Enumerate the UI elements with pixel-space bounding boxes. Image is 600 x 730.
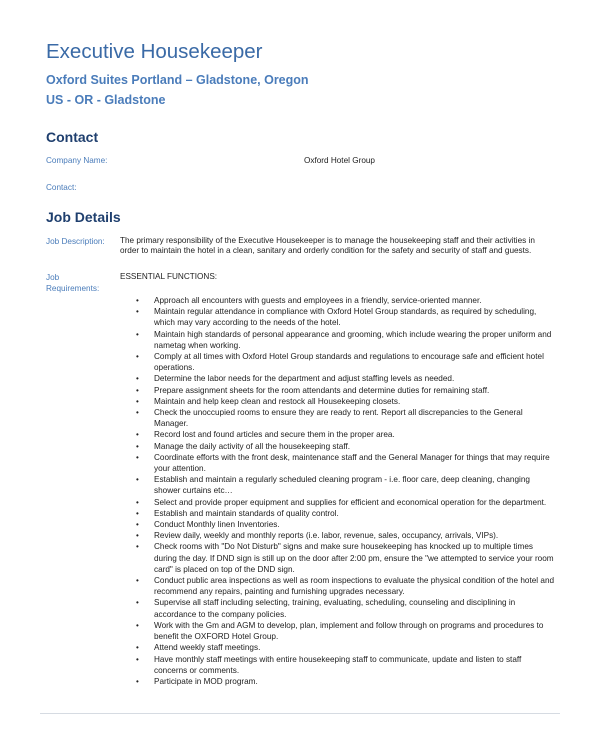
function-text: Record lost and found articles and secure them in the proper area. — [154, 430, 395, 440]
bullet-icon: • — [136, 475, 139, 485]
contact-label: Contact: — [46, 183, 77, 192]
function-text: Conduct public area inspections as well as room inspections to evaluate the physical condition of the hotel and recommend any repairs, painting and furnishing upgrades necessary. — [154, 576, 555, 597]
footer-divider — [40, 713, 560, 714]
job-description-text: The primary responsibility of the Executive Housekeeper is to manage the housekeeping staff and their activities in order to maintain the hotel in a clean, sanitary and orderly condition for the safety and security of staff and guests. — [120, 236, 535, 255]
page-title: Executive Housekeeper — [46, 40, 263, 63]
list-item — [136, 295, 556, 306]
bullet-icon: • — [136, 408, 139, 418]
list-item — [136, 407, 556, 429]
function-text: Maintain and help keep clean and restock all Housekeeping closets. — [154, 396, 401, 406]
function-text: Participate in MOD program. — [154, 676, 258, 686]
list-item — [136, 497, 556, 508]
job-requirements-label-line1: Job — [46, 273, 60, 282]
function-text: Establish and maintain a regularly scheduled cleaning program - i.e. floor care, deep cleaning, changing shower curtains etc… — [154, 475, 530, 496]
list-item — [136, 519, 556, 530]
function-text: Approach all encounters with guests and employees in a friendly, service-oriented manner. — [154, 296, 482, 305]
list-item — [136, 620, 556, 642]
bullet-icon: • — [136, 654, 139, 664]
list-item — [136, 373, 556, 384]
bullet-icon: • — [136, 531, 139, 541]
function-text: Conduct Monthly linen Inventories. — [154, 520, 280, 530]
list-item — [136, 530, 556, 541]
function-text: Manage the daily activity of all the housekeeping staff. — [154, 441, 351, 451]
function-text: Have monthly staff meetings with entire housekeeping staff to communicate, update and listen to staff concerns or comments. — [154, 654, 522, 675]
bullet-icon: • — [136, 352, 139, 362]
list-item — [136, 642, 556, 653]
function-text: Establish and maintain standards of quality control. — [154, 508, 339, 518]
bullet-icon: • — [136, 576, 139, 586]
contact-heading: Contact — [46, 129, 99, 145]
bullet-icon: • — [136, 329, 139, 339]
function-text: Check rooms with "Do Not Disturb" signs and make sure housekeeping has knocked up to multiple times during the day. If DND sign is still up on the door after 2:00 pm, ensure the "we attempted to service your room card" is placed on top of the DND sign. — [154, 542, 554, 574]
bullet-icon: • — [136, 385, 139, 395]
function-text: Work with the Gm and AGM to develop, plan, implement and follow through on programs and procedures to benefit the OXFORD Hotel Group. — [154, 620, 544, 642]
list-item — [136, 452, 556, 474]
job-details-heading: Job Details — [46, 209, 121, 225]
function-text: Coordinate efforts with the front desk, maintenance staff and the General Manager for things that may require your attention. — [154, 452, 550, 474]
list-item — [136, 385, 556, 396]
list-item — [136, 329, 556, 351]
function-text: Determine the labor needs for the department and adjust staffing levels as needed. — [154, 374, 455, 384]
bullet-icon: • — [136, 542, 139, 552]
function-text: Maintain regular attendance in compliance with Oxford Hotel Group standards, as required by scheduling, which may vary according to the needs of the hotel. — [154, 307, 537, 328]
bullet-icon: • — [136, 676, 139, 686]
list-item — [136, 654, 556, 676]
job-requirements-label-line2: Requirements: — [46, 284, 100, 293]
bullet-icon: • — [136, 441, 139, 451]
essential-functions-heading: ESSENTIAL FUNCTIONS: — [120, 272, 218, 281]
list-item — [136, 474, 556, 496]
bullet-icon: • — [136, 374, 139, 384]
list-item — [136, 575, 556, 597]
list-item — [136, 429, 556, 440]
bullet-icon: • — [136, 430, 139, 440]
list-item — [136, 441, 556, 452]
list-item — [136, 306, 556, 328]
bullet-icon: • — [136, 396, 139, 406]
bullet-icon: • — [136, 598, 139, 608]
function-text: Maintain high standards of personal appearance and grooming, which include wearing the proper uniform and nametag when working. — [154, 329, 552, 350]
bullet-icon: • — [136, 307, 139, 317]
list-item — [136, 541, 556, 575]
list-item — [136, 396, 556, 407]
bullet-icon: • — [136, 643, 139, 653]
function-text: Select and provide proper equipment and supplies for efficient and economical operation for the department. — [154, 497, 547, 507]
list-item — [136, 676, 556, 687]
company-name-value: Oxford Hotel Group — [304, 156, 375, 165]
function-text: Supervise all staff including selecting, training, evaluating, scheduling, counseling and disciplining in accordance to the company policies. — [154, 598, 516, 619]
bullet-icon: • — [136, 497, 139, 507]
essential-functions-list — [136, 295, 556, 687]
region-line: US - OR - Gladstone — [46, 93, 166, 107]
location-line: Oxford Suites Portland – Gladstone, Oregon — [46, 73, 309, 87]
bullet-icon: • — [136, 620, 139, 630]
function-text: Attend weekly staff meetings. — [154, 643, 261, 653]
list-item — [136, 597, 556, 619]
function-text: Check the unoccupied rooms to ensure they are ready to rent. Report all discrepancies to the General Manager. — [154, 408, 523, 429]
list-item — [136, 508, 556, 519]
function-text: Prepare assignment sheets for the room attendants and determine duties for remaining staff. — [154, 385, 490, 395]
job-description-label: Job Description: — [46, 237, 105, 246]
bullet-icon: • — [136, 520, 139, 530]
function-text: Comply at all times with Oxford Hotel Group standards and regulations to encourage safe and efficient hotel operations. — [154, 352, 544, 373]
list-item — [136, 351, 556, 373]
bullet-icon: • — [136, 452, 139, 462]
bullet-icon: • — [136, 508, 139, 518]
bullet-icon: • — [136, 296, 139, 305]
function-text: Review daily, weekly and monthly reports (i.e. labor, revenue, sales, occupancy, arrivals, VIPs). — [154, 531, 499, 541]
company-name-label: Company Name: — [46, 156, 108, 165]
